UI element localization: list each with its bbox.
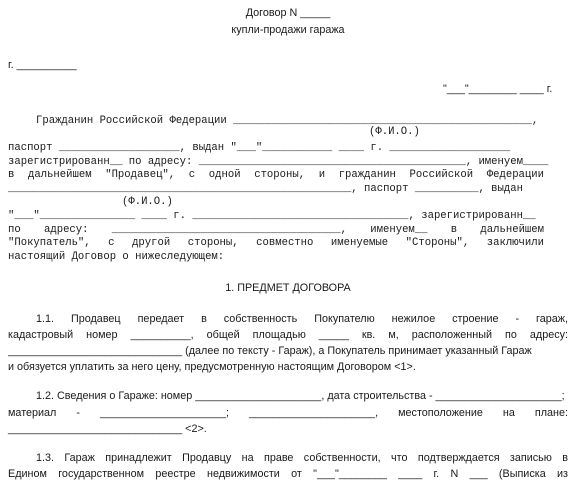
clause-1-2-line-1: 1.2. Сведения о Гараже: номер _____________________, дата строительства - _____________________;	[36, 390, 565, 402]
parties-line-2: паспорт ___________________, выдан "___"___________ ____ г. ___________________	[8, 142, 511, 154]
section-1-title: 1. ПРЕДМЕТ ДОГОВОРА	[225, 282, 351, 294]
parties-line-4: в дальнейшем "Продавец", с одной стороны, и гражданин Российской Федерации	[8, 169, 544, 181]
clause-1-2-line-3: _____________________________ <2>.	[8, 423, 207, 435]
clause-1-3-line-1: 1.3. Гараж принадлежит Продавцу на праве собственности, что подтверждается записью в	[36, 452, 568, 464]
clause-1-3-line-2: Едином государственном реестре недвижимости от "___"________ ____ г. N ___ (Выписка из	[8, 468, 568, 480]
parties-line-6: "___"_______________ ____ г. __________________________________, зарегистрированн__	[8, 210, 536, 222]
document-title: Договор N _____	[245, 7, 331, 19]
date-line: "___"________ ____ г.	[443, 83, 553, 95]
clause-1-1-line-3: _____________________________ (далее по тексту - Гараж), а Покупатель принимает указанный Гараж	[8, 345, 532, 357]
parties-line-7: по адресу: ____________________________________, именуем__ в дальнейшем	[8, 224, 544, 236]
document-subtitle: купли-продажи гаража	[231, 24, 345, 36]
parties-line-5: ______________________________________________________, паспорт __________, выдан	[8, 183, 523, 195]
clause-1-1-line-1: 1.1. Продавец передает в собственность Покупателю нежилое строение - гараж,	[36, 313, 568, 325]
parties-line-9: настоящий Договор о нижеследующем:	[8, 251, 225, 263]
parties-line-1: Гражданин Российской Федерации _______________________________________________,	[36, 115, 539, 127]
clause-1-1-line-4: и обязуется уплатить за него цену, предусмотренную настоящим Договором <1>.	[8, 361, 416, 373]
city-line: г. __________	[8, 59, 77, 71]
parties-fio-label-1: (Ф.И.О.)	[369, 126, 420, 138]
clause-1-1-line-2: кадастровый номер __________, общей площадью _____ кв. м, расположенный по адресу:	[8, 329, 568, 341]
clause-1-2-line-2: материал - _____________________; _____________________, местоположение на плане:	[8, 407, 568, 419]
parties-fio-label-2: (Ф.И.О.)	[122, 196, 173, 208]
parties-line-3: зарегистрированн__ по адресу: __________________________________________, именуем____	[8, 156, 549, 168]
parties-line-8: "Покупатель", с другой стороны, совместно именуемые "Стороны", заключили	[8, 237, 544, 249]
